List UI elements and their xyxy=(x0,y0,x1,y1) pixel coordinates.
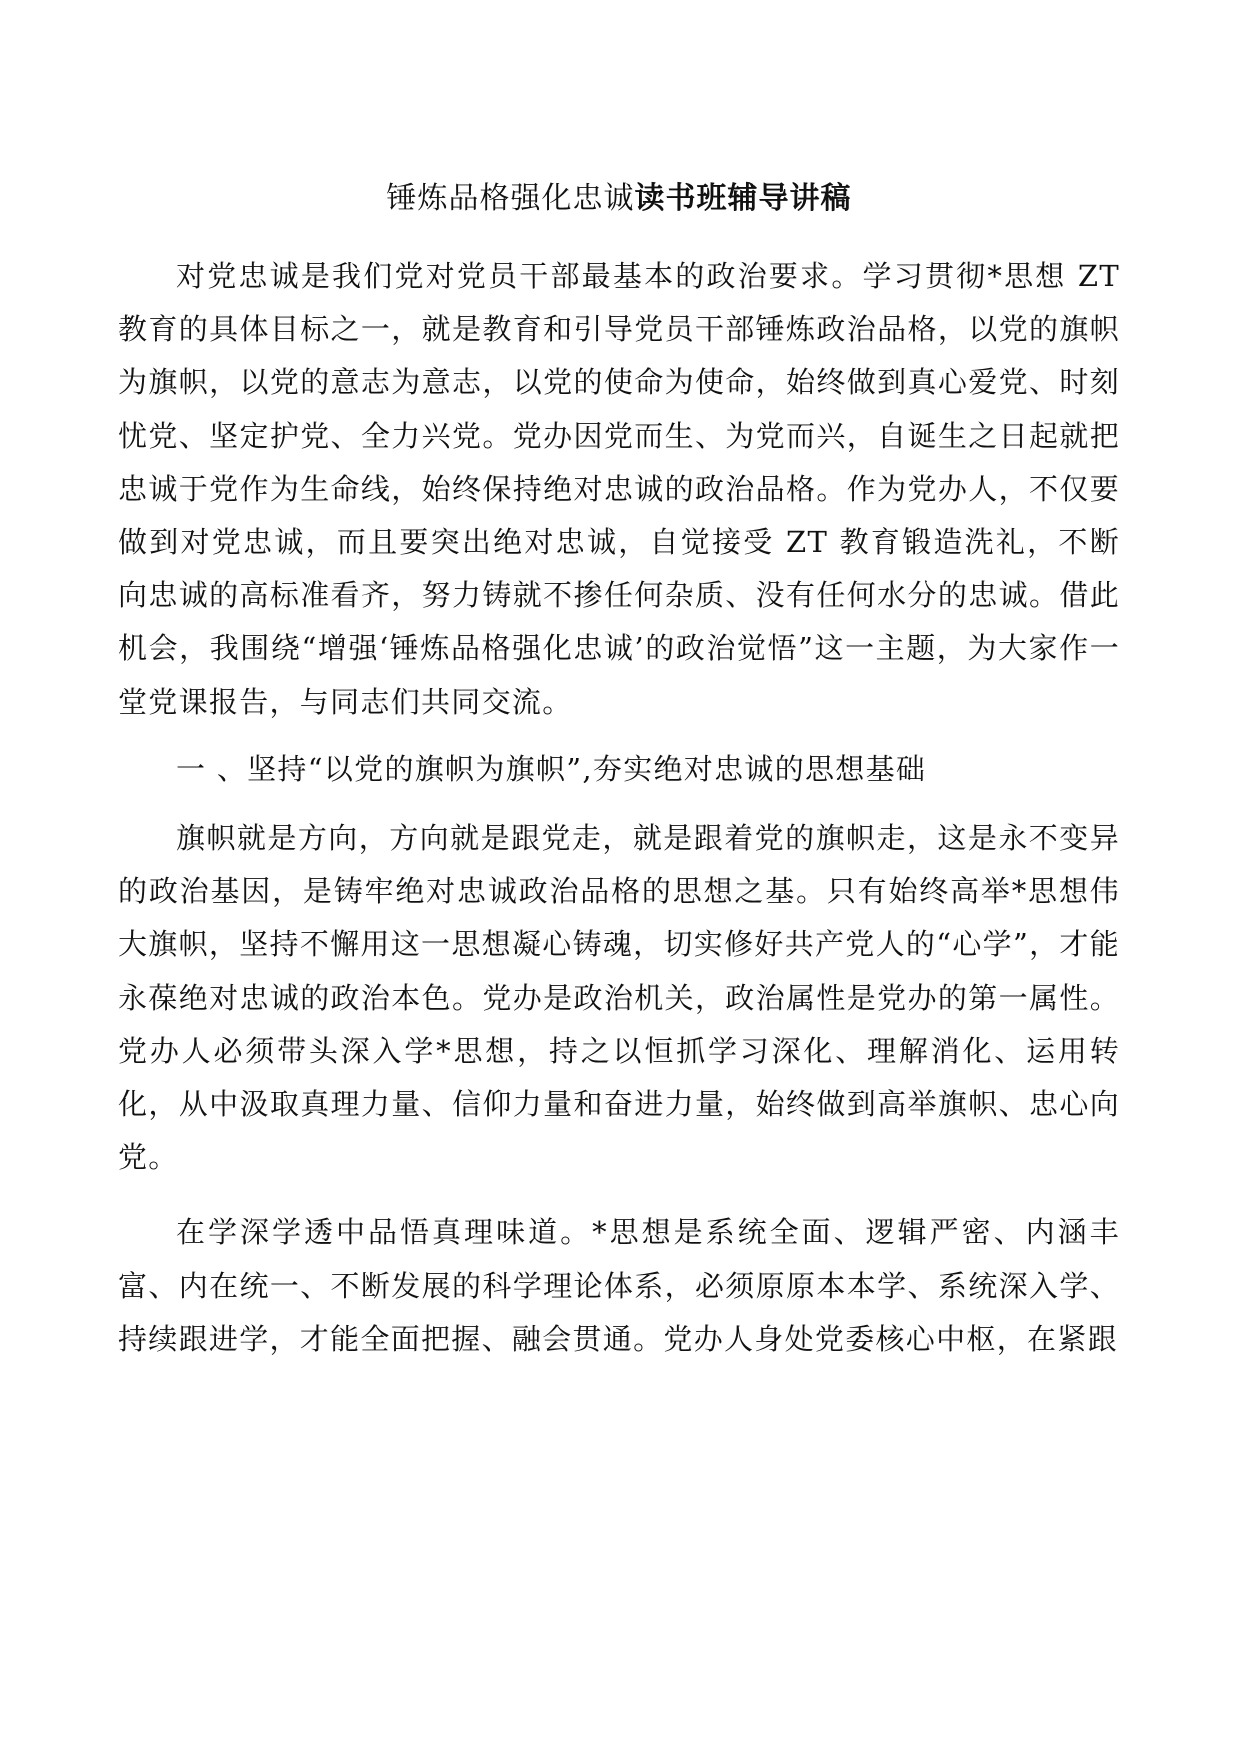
document-body xyxy=(118,178,1120,1366)
title-bold-part: 读书班辅导讲稿 xyxy=(634,181,852,216)
subsection-paragraph: 在学深学透中品悟真理味道。*思想是系统全面、逻辑严密、内涵丰富、内在统一、不断发展的科学理论体系，必须原原本本学、系统深入学、持续跟进学，才能全面把握、融会贯通。党办人身处党委核心中枢，在紧跟 xyxy=(118,1215,1120,1356)
title-regular-part: 锤炼品格强化忠诚 xyxy=(386,181,635,216)
section-1-paragraph: 旗帜就是方向，方向就是跟党走，就是跟着党的旗帜走，这是永不变异的政治基因，是铸牢绝对忠诚政治品格的思想之基。只有始终高举*思想伟大旗帜，坚持不懈用这一思想凝心铸魂，切实修好共产党人的“心学”，才能永葆绝对忠诚的政治本色。党办是政治机关，政治属性是党办的第一属性。党办人必须带头深入学*思想，持之以恒抓学习深化、理解消化、运用转化，从中汲取真理力量、信仰力量和奋进力量，始终做到高举旗帜、忠心向党。 xyxy=(118,821,1120,1175)
section-heading-1: 一 、坚持“以党的旗帜为旗帜”,夯实绝对忠诚的思想基础 xyxy=(176,751,927,786)
document-title xyxy=(118,178,1120,220)
intro-paragraph: 对党忠诚是我们党对党员干部最基本的政治要求。学习贯彻*思想 ZT 教育的具体目标之一，就是教育和引导党员干部锤炼政治品格，以党的旗帜为旗帜，以党的意志为意志，以党的使命为使命，始终做到真心爱党、时刻忧党、坚定护党、全力兴党。党办因党而生、为党而兴，自诞生之日起就把忠诚于党作为生命线，始终保持绝对忠诚的政治品格。作为党办人，不仅要做到对党忠诚，而且要突出绝对忠诚，自觉接受 ZT 教育锻造洗礼，不断向忠诚的高标准看齐，努力铸就不掺任何杂质、没有任何水分的忠诚。借此机会，我围绕“增强‘锤炼品格强化忠诚’的政治觉悟”这一主题，为大家作一堂党课报告，与同志们共同交流。 xyxy=(118,259,1120,719)
